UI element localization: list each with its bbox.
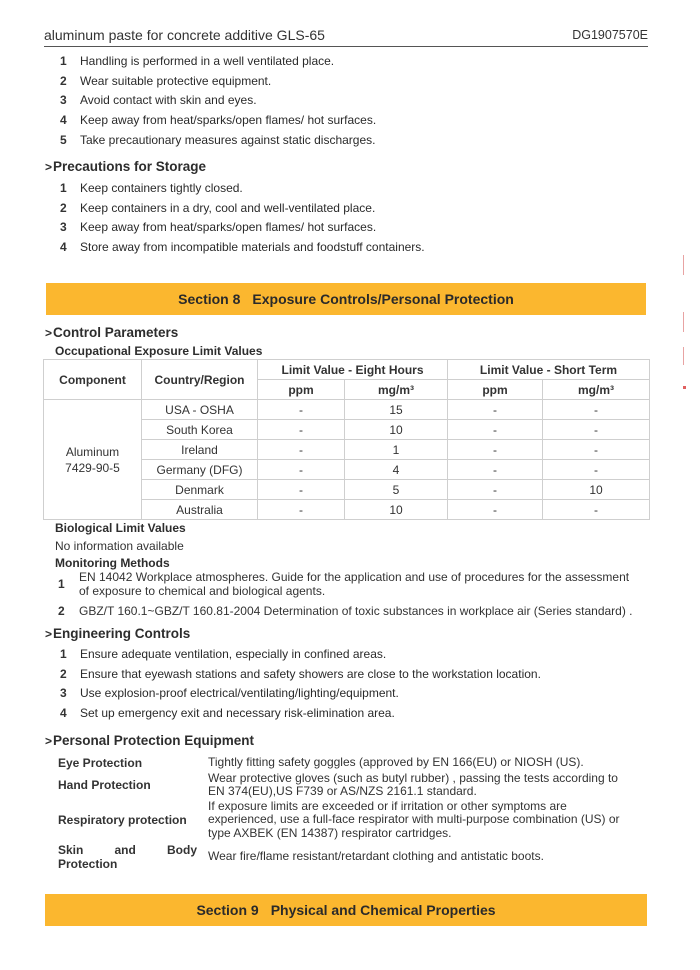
col-header-component: Component [44,360,142,400]
list-item: 4 Store away from incompatible materials and foodstuff containers. [60,240,425,255]
eye-protection-label: Eye Protection [58,755,143,770]
page-header [44,25,648,47]
ppe-row-skin [58,841,650,873]
list-item: 1 Ensure adequate ventilation, especially in confined areas. [60,647,387,661]
list-item: 4 Keep away from heat/sparks/open flames/ hot surfaces. [60,113,377,128]
list-item: 3 Use explosion-proof electrical/ventilating/lighting/equipment. [60,686,399,701]
ppe-table [58,754,650,873]
table-row: Denmark - 5 - 10 [44,480,650,500]
list-item: 3 Avoid contact with skin and eyes. [60,93,257,108]
list-item: 5 Take precautionary measures against static discharges. [60,132,376,147]
product-title: aluminum paste for concrete additive GLS-65 [44,27,325,43]
table-row: Australia - 10 - - [44,500,650,520]
scan-mark [683,347,684,365]
document-code: DG1907570E [572,28,648,42]
list-item: 4 Set up emergency exit and necessary risk-elimination area. [60,706,395,721]
ppe-row-respiratory [58,799,650,841]
scan-mark [683,386,686,389]
hand-protection-text: Wear protective gloves (such as butyl rubber) , passing the tests according to EN 374(EU),US F739 or AS/NZS 2161.1 standard. [208,770,618,798]
control-parameters-heading: >Control Parameters [45,325,179,340]
section-9-banner: Section 9 Physical and Chemical Properties [45,894,647,926]
col-header-mgm3: mg/m³ [543,380,650,400]
skin-body-protection-label: Skin and Body Protection [58,843,197,871]
chevron-right-icon: > [45,734,53,748]
ppe-row-eye [58,754,650,771]
list-item: 1 EN 14042 Workplace atmospheres. Guide for the application and use of procedures for the assessment of exposure to chemical and biological agents. [58,570,630,598]
eye-protection-text: Tightly fitting safety goggles (approved by EN 166(EU) or NIOSH (US). [208,754,584,769]
respiratory-protection-label: Respiratory protection [58,813,187,827]
ppe-row-hand [58,771,650,799]
list-item: 2 Wear suitable protective equipment. [60,73,272,88]
col-header-country: Country/Region [142,360,258,400]
col-header-ppm: ppm [448,380,543,400]
biological-text: No information available [55,539,184,553]
col-header-ppm: ppm [258,380,345,400]
chevron-right-icon: > [45,627,53,641]
monitoring-heading: Monitoring Methods [55,556,170,570]
list-item: 2 Keep containers in a dry, cool and well-ventilated place. [60,200,376,215]
monitoring-list [56,570,656,618]
table-row: Aluminum 7429-90-5 USA - OSHA - 15 - - [44,400,650,420]
oel-title: Occupational Exposure Limit Values [55,344,263,358]
list-item: 3 Keep away from heat/sparks/open flames/ hot surfaces. [60,220,377,235]
storage-heading: >Precautions for Storage [45,159,207,174]
col-header-eight-hours: Limit Value - Eight Hours [258,360,448,380]
list-item: 1 Handling is performed in a well ventilated place. [60,54,335,68]
ppe-heading: >Personal Protection Equipment [45,733,255,748]
biological-heading: Biological Limit Values [55,521,186,535]
table-row: South Korea - 10 - - [44,420,650,440]
list-item: 1 Keep containers tightly closed. [60,181,243,195]
storage-list [60,179,425,258]
engineering-list [60,645,541,724]
scan-mark [683,312,684,332]
hand-protection-label: Hand Protection [58,778,151,792]
handling-list [60,52,376,150]
table-row: Ireland - 1 - - [44,440,650,460]
list-item: 2 Ensure that eyewash stations and safety showers are close to the workstation location. [60,666,541,681]
component-cell: Aluminum 7429-90-5 [44,400,142,520]
col-header-short-term: Limit Value - Short Term [448,360,650,380]
respiratory-protection-text: If exposure limits are exceeded or if irritation or other symptoms are experienced, use a full-face respirator with multi-purpose combination (US) or type AXBEK (EN 14387) respirator cartridges. [208,798,620,840]
engineering-heading: >Engineering Controls [45,626,191,641]
skin-body-protection-text: Wear fire/flame resistant/retardant clothing and antistatic boots. [208,849,544,864]
scan-mark [683,255,684,275]
exposure-limits-table [43,359,650,520]
table-row: Germany (DFG) - 4 - - [44,460,650,480]
section-8-banner: Section 8 Exposure Controls/Personal Protection [46,283,646,315]
list-item: 2 GBZ/T 160.1~GBZ/T 160.81-2004 Determination of toxic substances in workplace air (Series standard) . [58,604,633,618]
col-header-mgm3: mg/m³ [345,380,448,400]
chevron-right-icon: > [45,160,53,174]
chevron-right-icon: > [45,326,53,340]
